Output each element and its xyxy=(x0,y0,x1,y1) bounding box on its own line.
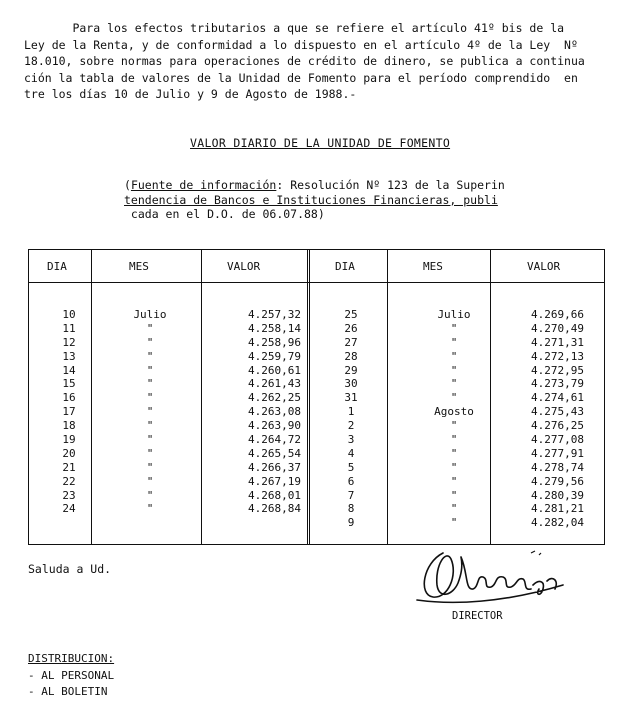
table-cell-mes: " xyxy=(146,363,154,377)
closing-text: Saluda a Ud. xyxy=(28,562,112,576)
intro-line: tre los días 10 de Julio y 9 de Agosto de 1988.- xyxy=(24,87,357,101)
table-cell-dia: 26 xyxy=(344,321,358,335)
table-cell-valor: 4.273,79 xyxy=(531,377,584,391)
distribution-item: - AL PERSONAL xyxy=(28,668,115,682)
source-line-1-rest: : Resolución Nº 123 de la Superin xyxy=(276,178,505,192)
table-cell-valor: 4.268,84 xyxy=(248,502,301,516)
table-cell-dia: 14 xyxy=(62,363,76,377)
table-cell-valor: 4.280,39 xyxy=(531,488,584,502)
table-cell-mes: Julio xyxy=(133,308,167,321)
table-cell-mes: " xyxy=(146,502,154,516)
table-cell-dia: 9 xyxy=(347,516,355,530)
table-cell-valor: 4.272,95 xyxy=(531,363,584,377)
intro-paragraph xyxy=(24,20,584,103)
table-cell-mes: " xyxy=(146,377,154,391)
table-cell-mes: " xyxy=(450,460,458,474)
table-cell-dia: 28 xyxy=(344,349,358,363)
table-cell-valor: 4.266,37 xyxy=(248,460,301,474)
header-mes: MES xyxy=(129,260,149,273)
table-cell-dia: 5 xyxy=(347,460,355,474)
source-line-2: tendencia de Bancos e Instituciones Financieras, publi xyxy=(124,192,498,207)
table-cell-mes: " xyxy=(146,419,154,433)
table-cell-mes: " xyxy=(146,391,154,405)
table-cell-mes: " xyxy=(146,321,154,335)
table-cell-mes: " xyxy=(146,474,154,488)
table-cell-valor: 4.263,90 xyxy=(248,419,301,433)
header-mes: MES xyxy=(423,260,443,273)
table-cell-mes: " xyxy=(146,433,154,447)
table-cell-valor: 4.277,08 xyxy=(531,433,584,447)
table-cell-mes: " xyxy=(450,363,458,377)
table-cell-dia: 6 xyxy=(347,474,355,488)
column-valor-left xyxy=(211,308,301,516)
table-cell-valor: 4.257,32 xyxy=(248,308,301,321)
table-cell-dia: 16 xyxy=(62,391,76,405)
table-cell-dia: 31 xyxy=(344,391,358,405)
header-dia: DIA xyxy=(47,260,67,273)
table-cell-dia: 17 xyxy=(62,405,76,419)
table-cell-dia: 7 xyxy=(347,488,355,502)
table-cell-valor: 4.260,61 xyxy=(248,363,301,377)
table-cell-valor: 4.270,49 xyxy=(531,321,584,335)
table-cell-mes: " xyxy=(450,377,458,391)
table-cell-dia: 13 xyxy=(62,349,76,363)
column-valor-right xyxy=(497,308,584,530)
header-valor: VALOR xyxy=(527,260,561,273)
table-cell-mes: Julio xyxy=(437,308,471,321)
center-divider xyxy=(307,250,310,544)
table-cell-dia: 10 xyxy=(62,308,76,321)
intro-line: ción la tabla de valores de la Unidad de Fomento para el período comprendido en xyxy=(24,70,578,85)
table-cell-valor: 4.271,31 xyxy=(531,335,584,349)
table-cell-valor: 4.264,72 xyxy=(248,433,301,447)
table-cell-valor: 4.267,19 xyxy=(248,474,301,488)
distribution-heading: DISTRIBUCION: xyxy=(28,652,115,665)
table-cell-mes: " xyxy=(146,488,154,502)
table-cell-dia: 15 xyxy=(62,377,76,391)
distribution-item: - AL BOLETIN xyxy=(28,685,108,698)
table-cell-valor: 4.277,91 xyxy=(531,446,584,460)
table-cell-mes: " xyxy=(450,502,458,516)
source-note xyxy=(124,178,505,222)
table-cell-mes: " xyxy=(146,335,154,349)
table-cell-valor: 4.262,25 xyxy=(248,391,301,405)
table-cell-dia: 24 xyxy=(62,502,76,516)
column-divider xyxy=(387,250,388,544)
table-cell-mes: " xyxy=(450,446,458,460)
intro-line: 18.010, sobre normas para operaciones de crédito de dinero, se publica a continua xyxy=(24,54,585,68)
header-divider xyxy=(29,282,604,283)
table-cell-valor: 4.281,21 xyxy=(531,502,584,516)
table-cell-valor: 4.263,08 xyxy=(248,405,301,419)
table-cell-mes: " xyxy=(450,516,458,530)
table-cell-mes: " xyxy=(450,419,458,433)
table-cell-mes: " xyxy=(146,405,154,419)
table-cell-dia: 3 xyxy=(347,433,355,447)
table-cell-valor: 4.268,01 xyxy=(248,488,301,502)
column-divider xyxy=(91,250,92,544)
table-cell-valor: 4.272,13 xyxy=(531,349,584,363)
column-dia-left xyxy=(51,308,87,516)
intro-line: Ley de la Renta, y de conformidad a lo dispuesto en el artículo 4º de la Ley Nº xyxy=(24,37,578,52)
table-cell-mes: " xyxy=(450,391,458,405)
director-label: DIRECTOR xyxy=(452,610,503,622)
table-cell-valor: 4.278,74 xyxy=(531,460,584,474)
table-cell-dia: 8 xyxy=(347,502,355,516)
table-cell-mes: " xyxy=(450,474,458,488)
table-cell-dia: 27 xyxy=(344,335,358,349)
director-signature xyxy=(413,545,573,610)
table-cell-mes: " xyxy=(450,321,458,335)
table-cell-mes: " xyxy=(450,335,458,349)
table-cell-mes: " xyxy=(450,488,458,502)
table-cell-mes: " xyxy=(450,433,458,447)
header-valor: VALOR xyxy=(227,260,261,273)
table-cell-valor: 4.269,66 xyxy=(531,308,584,321)
table-cell-mes: " xyxy=(146,349,154,363)
table-cell-dia: 22 xyxy=(62,474,76,488)
table-cell-valor: 4.274,61 xyxy=(531,391,584,405)
distribution-block xyxy=(28,651,114,701)
table-cell-mes: " xyxy=(146,446,154,460)
table-cell-dia: 19 xyxy=(62,433,76,447)
table-cell-valor: 4.279,56 xyxy=(531,474,584,488)
table-cell-valor: 4.258,96 xyxy=(248,335,301,349)
table-cell-valor: 4.261,43 xyxy=(248,377,301,391)
column-divider xyxy=(201,250,202,544)
signature-image xyxy=(413,545,573,607)
table-cell-valor: 4.258,14 xyxy=(248,321,301,335)
table-cell-valor: 4.282,04 xyxy=(531,516,584,530)
source-line-1: (Fuente de información: Resolución Nº 123 de la Superin xyxy=(124,178,505,192)
table-cell-dia: 18 xyxy=(62,419,76,433)
table-cell-dia: 11 xyxy=(62,321,76,335)
table-cell-dia: 23 xyxy=(62,488,76,502)
table-cell-dia: 20 xyxy=(62,446,76,460)
table-cell-dia: 21 xyxy=(62,460,76,474)
column-dia-right xyxy=(329,308,373,530)
table-cell-mes: " xyxy=(146,460,154,474)
table-cell-valor: 4.275,43 xyxy=(531,405,584,419)
source-label: Fuente de información xyxy=(130,178,277,192)
table-cell-dia: 30 xyxy=(344,377,358,391)
source-line-3: cada en el D.O. de 06.07.88) xyxy=(124,207,325,221)
header-dia: DIA xyxy=(335,260,355,273)
column-mes-right xyxy=(409,308,499,530)
table-cell-dia: 1 xyxy=(347,405,355,419)
table-cell-dia: 2 xyxy=(347,419,355,433)
document-title: VALOR DIARIO DE LA UNIDAD DE FOMENTO xyxy=(190,136,451,150)
table-cell-valor: 4.276,25 xyxy=(531,419,584,433)
intro-line: Para los efectos tributarios a que se refiere el artículo 41º bis de la xyxy=(24,21,565,35)
table-cell-dia: 4 xyxy=(347,446,355,460)
table-cell-mes: " xyxy=(450,349,458,363)
table-cell-valor: 4.259,79 xyxy=(248,349,301,363)
table-cell-dia: 12 xyxy=(62,335,76,349)
column-mes-left xyxy=(115,308,185,516)
table-cell-mes: Agosto xyxy=(434,405,474,419)
table-cell-dia: 29 xyxy=(344,363,358,377)
uf-table xyxy=(28,249,605,545)
table-cell-dia: 25 xyxy=(344,308,358,321)
table-cell-valor: 4.265,54 xyxy=(248,446,301,460)
